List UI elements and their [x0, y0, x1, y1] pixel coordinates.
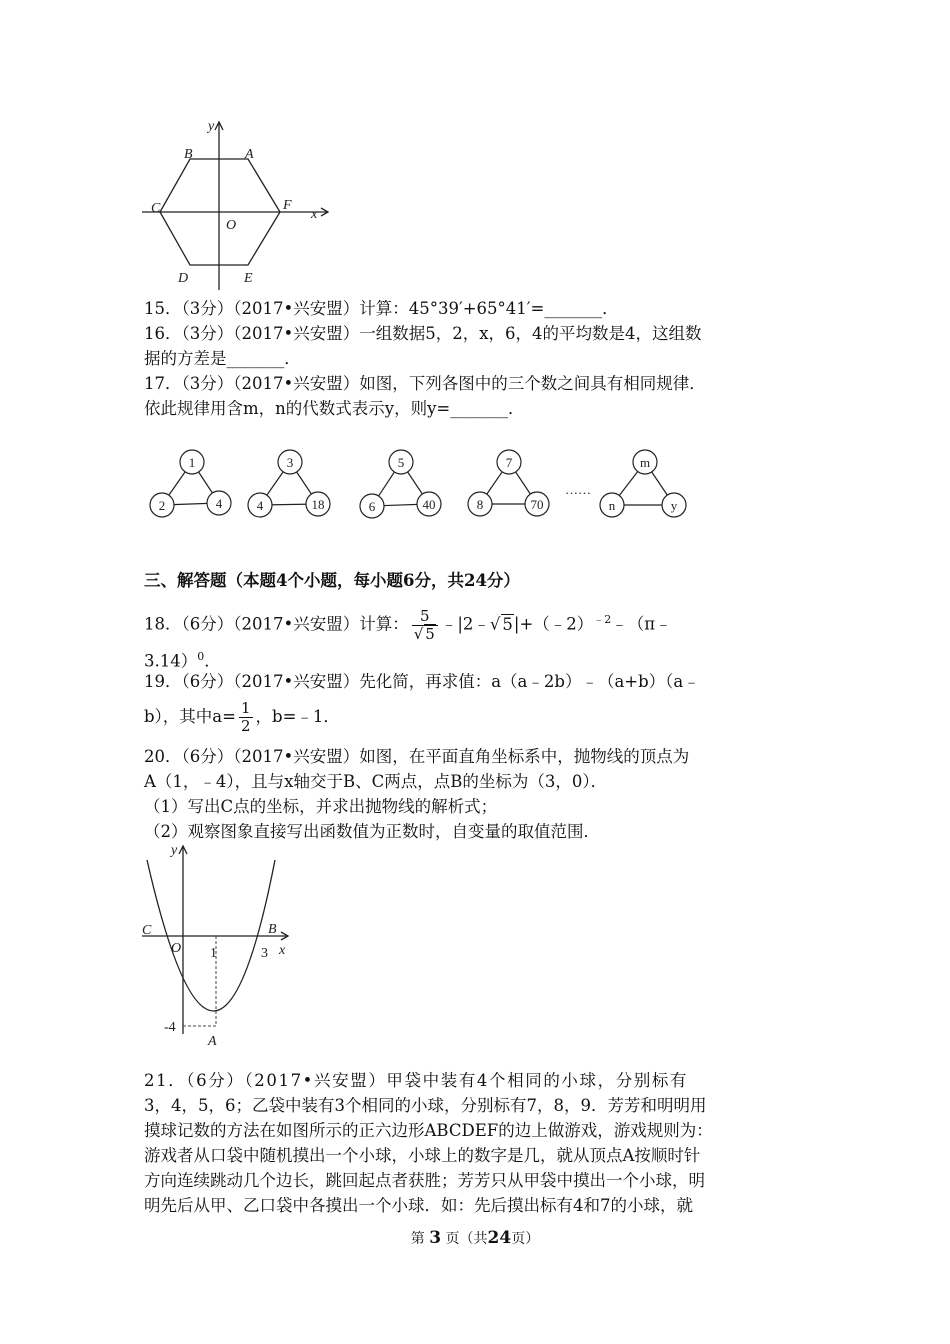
question-21-line4: 游戏者从口袋中随机摸出一个小球，小球上的数字是几，就从顶点A按顺时针 — [144, 1146, 701, 1165]
triangle-4-top: 7 — [505, 455, 513, 470]
label-E: E — [244, 271, 253, 286]
triangle-4-right: 70 — [530, 497, 544, 512]
label-B: B — [268, 922, 277, 937]
footer-mid: 页（共 — [445, 1231, 488, 1247]
question-20-line3: （1）写出C点的坐标，并求出抛物线的解析式； — [144, 797, 498, 816]
q19-frac-den: 2 — [240, 717, 251, 735]
label-1: 1 — [210, 946, 217, 961]
label-O: O — [171, 941, 182, 956]
footer-post: 页） — [511, 1231, 540, 1247]
triangle-group-3 — [360, 450, 441, 518]
question-21-line6: 明先后从甲、乙口袋中各摸出一个小球．如：先后摸出标有4和7的小球，就 — [144, 1196, 693, 1215]
label-A: A — [208, 1034, 217, 1049]
triangle-group-5 — [600, 450, 686, 517]
q18-line2-end: ． — [204, 651, 221, 671]
triangle-5-right: y — [670, 498, 678, 513]
question-20-line2: A（1，﹣4），且与x轴交于B、C两点，点B的坐标为（3，0）． — [144, 772, 608, 791]
question-20-line1: 20．（6分）（2017•兴安盟）如图，在平面直角坐标系中，抛物线的顶点为 — [144, 747, 690, 766]
triangle-5-top: m — [639, 455, 651, 470]
footer-total-pages: 24 — [487, 1228, 512, 1248]
q19-frac-num: 1 — [240, 699, 251, 717]
q18-mid1: ﹣|2﹣ — [440, 614, 490, 634]
question-15: 15．（3分）（2017•兴安盟）计算：45°39′+65°41′=_______． — [144, 299, 619, 318]
question-18-line1: 18．（6分）（2017•兴安盟）计算： $\frac{5}{√ 5}$ ﹣|2﹣√ 5|+（﹣2）$^{﹣2}$﹣（π﹣ — [144, 606, 672, 643]
triangle-4-left: 8 — [476, 497, 484, 512]
q18-line2-exp: 0 — [197, 650, 205, 663]
question-16-line2: 据的方差是_______． — [144, 349, 301, 368]
triangle-2-top: 3 — [286, 455, 294, 470]
label-C: C — [142, 923, 152, 938]
hexagon-figure — [138, 112, 338, 292]
q18-frac-num: 5 — [412, 608, 438, 626]
question-21-line3: 摸球记数的方法在如图所示的正六边形ABCDEF的边上做游戏，游戏规则为： — [144, 1121, 713, 1140]
q18-mid2: |+（﹣2） — [513, 614, 594, 634]
triangle-group-2 — [248, 450, 330, 517]
label-O: O — [226, 218, 237, 233]
label-D: D — [178, 271, 189, 286]
q19-line2-prefix: b），其中a= — [144, 707, 236, 726]
triangle-3-top: 5 — [397, 455, 405, 470]
footer-pre: 第 — [410, 1231, 425, 1247]
question-21-line2: 3，4，5，6；乙袋中装有3个相同的小球，分别标有7，8，9．芳芳和明明用 — [144, 1096, 707, 1115]
q18-sqrt: 5 — [502, 614, 513, 634]
page-footer — [0, 1228, 950, 1248]
question-21-line5: 方向连续跳动几个边长，跳回起点者获胜；芳芳只从甲袋中摸出一个小球，明 — [144, 1171, 705, 1190]
triangle-group-1 — [150, 450, 231, 517]
question-19-line1: 19．（6分）（2017•兴安盟）先化简，再求值：a（a﹣2b）﹣（a+b）（a﹣ — [144, 672, 700, 691]
q18-tail: ﹣（π﹣ — [611, 614, 672, 634]
parabola-figure — [138, 838, 298, 1050]
label-y: y — [208, 119, 215, 134]
label-neg4: -4 — [164, 1020, 176, 1035]
label-x: x — [311, 207, 318, 222]
label-B: B — [184, 147, 193, 162]
label-F: F — [283, 198, 292, 213]
triangle-1-top: 1 — [188, 455, 196, 470]
triangle-1-left: 2 — [158, 498, 166, 513]
question-19-line2 — [144, 699, 340, 735]
question-20-line4: （2）观察图象直接写出函数值为正数时，自变量的取值范围． — [144, 822, 600, 841]
question-16-line1: 16．（3分）（2017•兴安盟）一组数据5，2，x，6，4的平均数是4，这组数 — [144, 324, 702, 343]
q19-line2-suffix: ，b=﹣1． — [255, 707, 340, 726]
triangle-3-left: 6 — [368, 499, 376, 514]
q18-line2-main: 3.14） — [144, 651, 198, 671]
triangle-5-left: n — [608, 498, 616, 513]
q18-frac-den: √ 5 — [413, 624, 435, 643]
question-17-line1: 17．（3分）（2017•兴安盟）如图，下列各图中的三个数之间具有相同规律． — [144, 374, 706, 393]
question-17-line2: 依此规律用含m，n的代数式表示y，则y=_______． — [144, 399, 525, 418]
triangle-1-right: 4 — [215, 496, 223, 511]
triangle-2-right: 18 — [311, 497, 325, 512]
q18-fraction — [412, 608, 438, 643]
label-y: y — [171, 843, 178, 858]
q18-exp: ﹣2 — [593, 613, 612, 626]
triangle-3-right: 40 — [422, 497, 436, 512]
footer-page-number: 3 — [429, 1228, 442, 1248]
question-18-line2 — [144, 646, 221, 673]
label-x: x — [279, 943, 286, 958]
triangle-2-left: 4 — [256, 498, 264, 513]
triangle-pattern-figure — [140, 442, 700, 526]
section-3-heading: 三、解答题（本题4个小题，每小题6分，共24分） — [144, 571, 520, 590]
label-A: A — [245, 147, 254, 162]
label-3: 3 — [261, 946, 268, 961]
q18-prefix: 18．（6分）（2017•兴安盟）计算： — [144, 614, 409, 634]
question-21-line1: 21．（6分）（2017•兴安盟）甲袋中装有4个相同的小球，分别标有 — [144, 1071, 689, 1090]
label-C: C — [151, 201, 161, 216]
triangle-group-4 — [468, 450, 549, 516]
q19-fraction — [239, 700, 253, 735]
ellipsis: …… — [565, 482, 591, 497]
